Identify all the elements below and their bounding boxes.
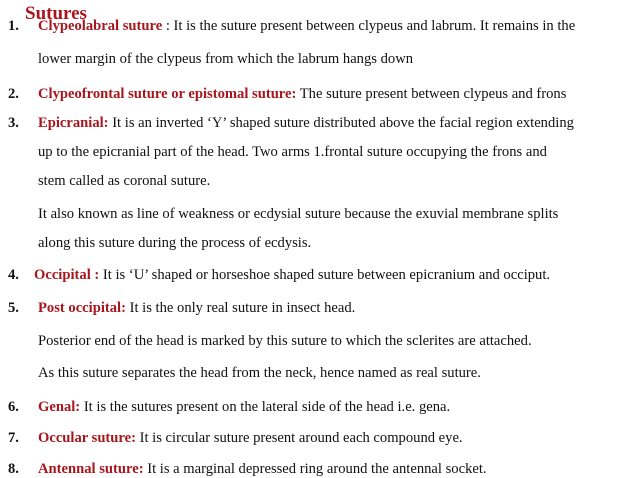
item-line: along this suture during the process of ecdysis.	[38, 235, 312, 251]
item-number: 2.	[8, 86, 19, 102]
item-text: : It is the suture present between clypeus and labrum. It remains in the	[162, 18, 576, 34]
item-term: Occipital :	[34, 267, 100, 283]
item-line: It also known as line of weakness or ecdysial suture because the exuvial membrane splits	[38, 206, 559, 222]
item-term: Clypeolabral suture	[38, 18, 163, 34]
item-term: Clypeofrontal suture or epistomal suture:	[38, 86, 297, 102]
item-line: Posterior end of the head is marked by this suture to which the sclerites are attached.	[38, 333, 532, 349]
item-term: Antennal suture:	[38, 461, 144, 477]
item-text: It is the only real suture in insect head.	[125, 300, 356, 316]
item-text: It is the sutures present on the lateral side of the head i.e. gena.	[80, 399, 451, 415]
item-text: It is an inverted ‘Y’ shaped suture distributed above the facial region extending	[108, 115, 574, 131]
item-line: stem called as coronal suture.	[38, 173, 211, 189]
item-line	[38, 460, 487, 478]
page-title: Sutures	[25, 3, 87, 24]
item-line: As this suture separates the head from the neck, hence named as real suture.	[38, 365, 481, 381]
item-term: Post occipital:	[38, 300, 126, 316]
item-line	[38, 85, 566, 103]
item-line	[38, 429, 463, 447]
item-text: It is a marginal depressed ring around the antennal socket.	[143, 461, 487, 477]
item-line: up to the epicranial part of the head. Two arms 1.frontal suture occupying the frons and	[38, 144, 547, 160]
item-line	[38, 114, 574, 132]
item-number: 1.	[8, 18, 19, 34]
item-number: 5.	[8, 300, 19, 316]
item-line	[38, 299, 355, 317]
item-number: 4.	[8, 267, 19, 283]
item-term: Genal:	[38, 399, 81, 415]
item-line	[38, 398, 450, 416]
item-text: It is circular suture present around each compound eye.	[135, 430, 463, 446]
item-term: Epicranial:	[38, 115, 109, 131]
item-text: The suture present between clypeus and frons	[296, 86, 567, 102]
item-number: 8.	[8, 461, 19, 477]
item-number: 3.	[8, 115, 19, 131]
item-line	[38, 17, 575, 35]
item-term: Occular suture:	[38, 430, 136, 446]
item-text: It is ‘U’ shaped or horseshoe shaped suture between epicranium and occiput.	[99, 267, 551, 283]
item-number: 7.	[8, 430, 19, 446]
item-number: 6.	[8, 399, 19, 415]
item-line: lower margin of the clypeus from which the labrum hangs down	[38, 51, 414, 67]
item-line	[34, 266, 550, 284]
